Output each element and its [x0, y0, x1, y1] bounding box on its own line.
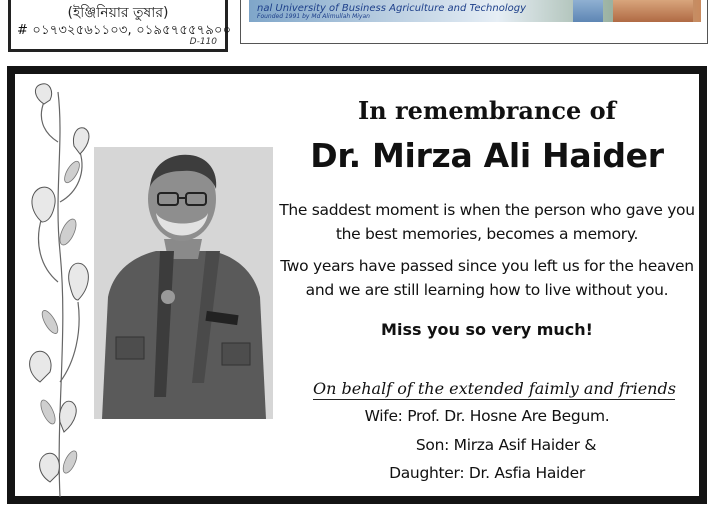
ad-phone-numbers: # ০১৭৩২৫৬১১০৩, ০১৯৫৭৫৫৭৯০০: [17, 23, 232, 38]
deceased-name: Dr. Mirza Ali Haider: [310, 136, 664, 175]
floral-border-icon: [20, 82, 98, 497]
family-wife: Wife: Prof. Dr. Hosne Are Begum.: [364, 407, 610, 425]
ad-bengali-name: (ইঞ্জিনিয়ার তুষার): [67, 5, 169, 21]
top-university-banner: [240, 0, 708, 44]
banner-founded-line: Founded 1991 by Md Alimullah Miyan: [257, 13, 370, 20]
family-daughter: Daughter: Dr. Asfia Haider: [389, 464, 585, 482]
ad-code: D-110: [189, 37, 217, 47]
family-son: Son: Mirza Asif Haider &: [415, 436, 597, 454]
top-classified-ad: [8, 0, 232, 52]
remembrance-notice: [7, 66, 707, 504]
banner-thumb-blue: [573, 0, 603, 22]
portrait-photo: [94, 147, 273, 419]
banner-thumb-photo: [613, 0, 693, 22]
on-behalf-line: On behalf of the extended faimly and friends: [313, 379, 676, 398]
banner-university-name: nal University of Business Agriculture and Technology: [257, 3, 527, 14]
notice-heading: In remembrance of: [358, 96, 616, 125]
quote-paragraph: The saddest moment is when the person who gave you the best memories, becomes a memory.: [279, 201, 695, 243]
miss-you-line: Miss you so very much!: [381, 320, 593, 339]
message-paragraph: Two years have passed since you left us for the heaven and we are still learning how to live without you.: [280, 257, 694, 299]
